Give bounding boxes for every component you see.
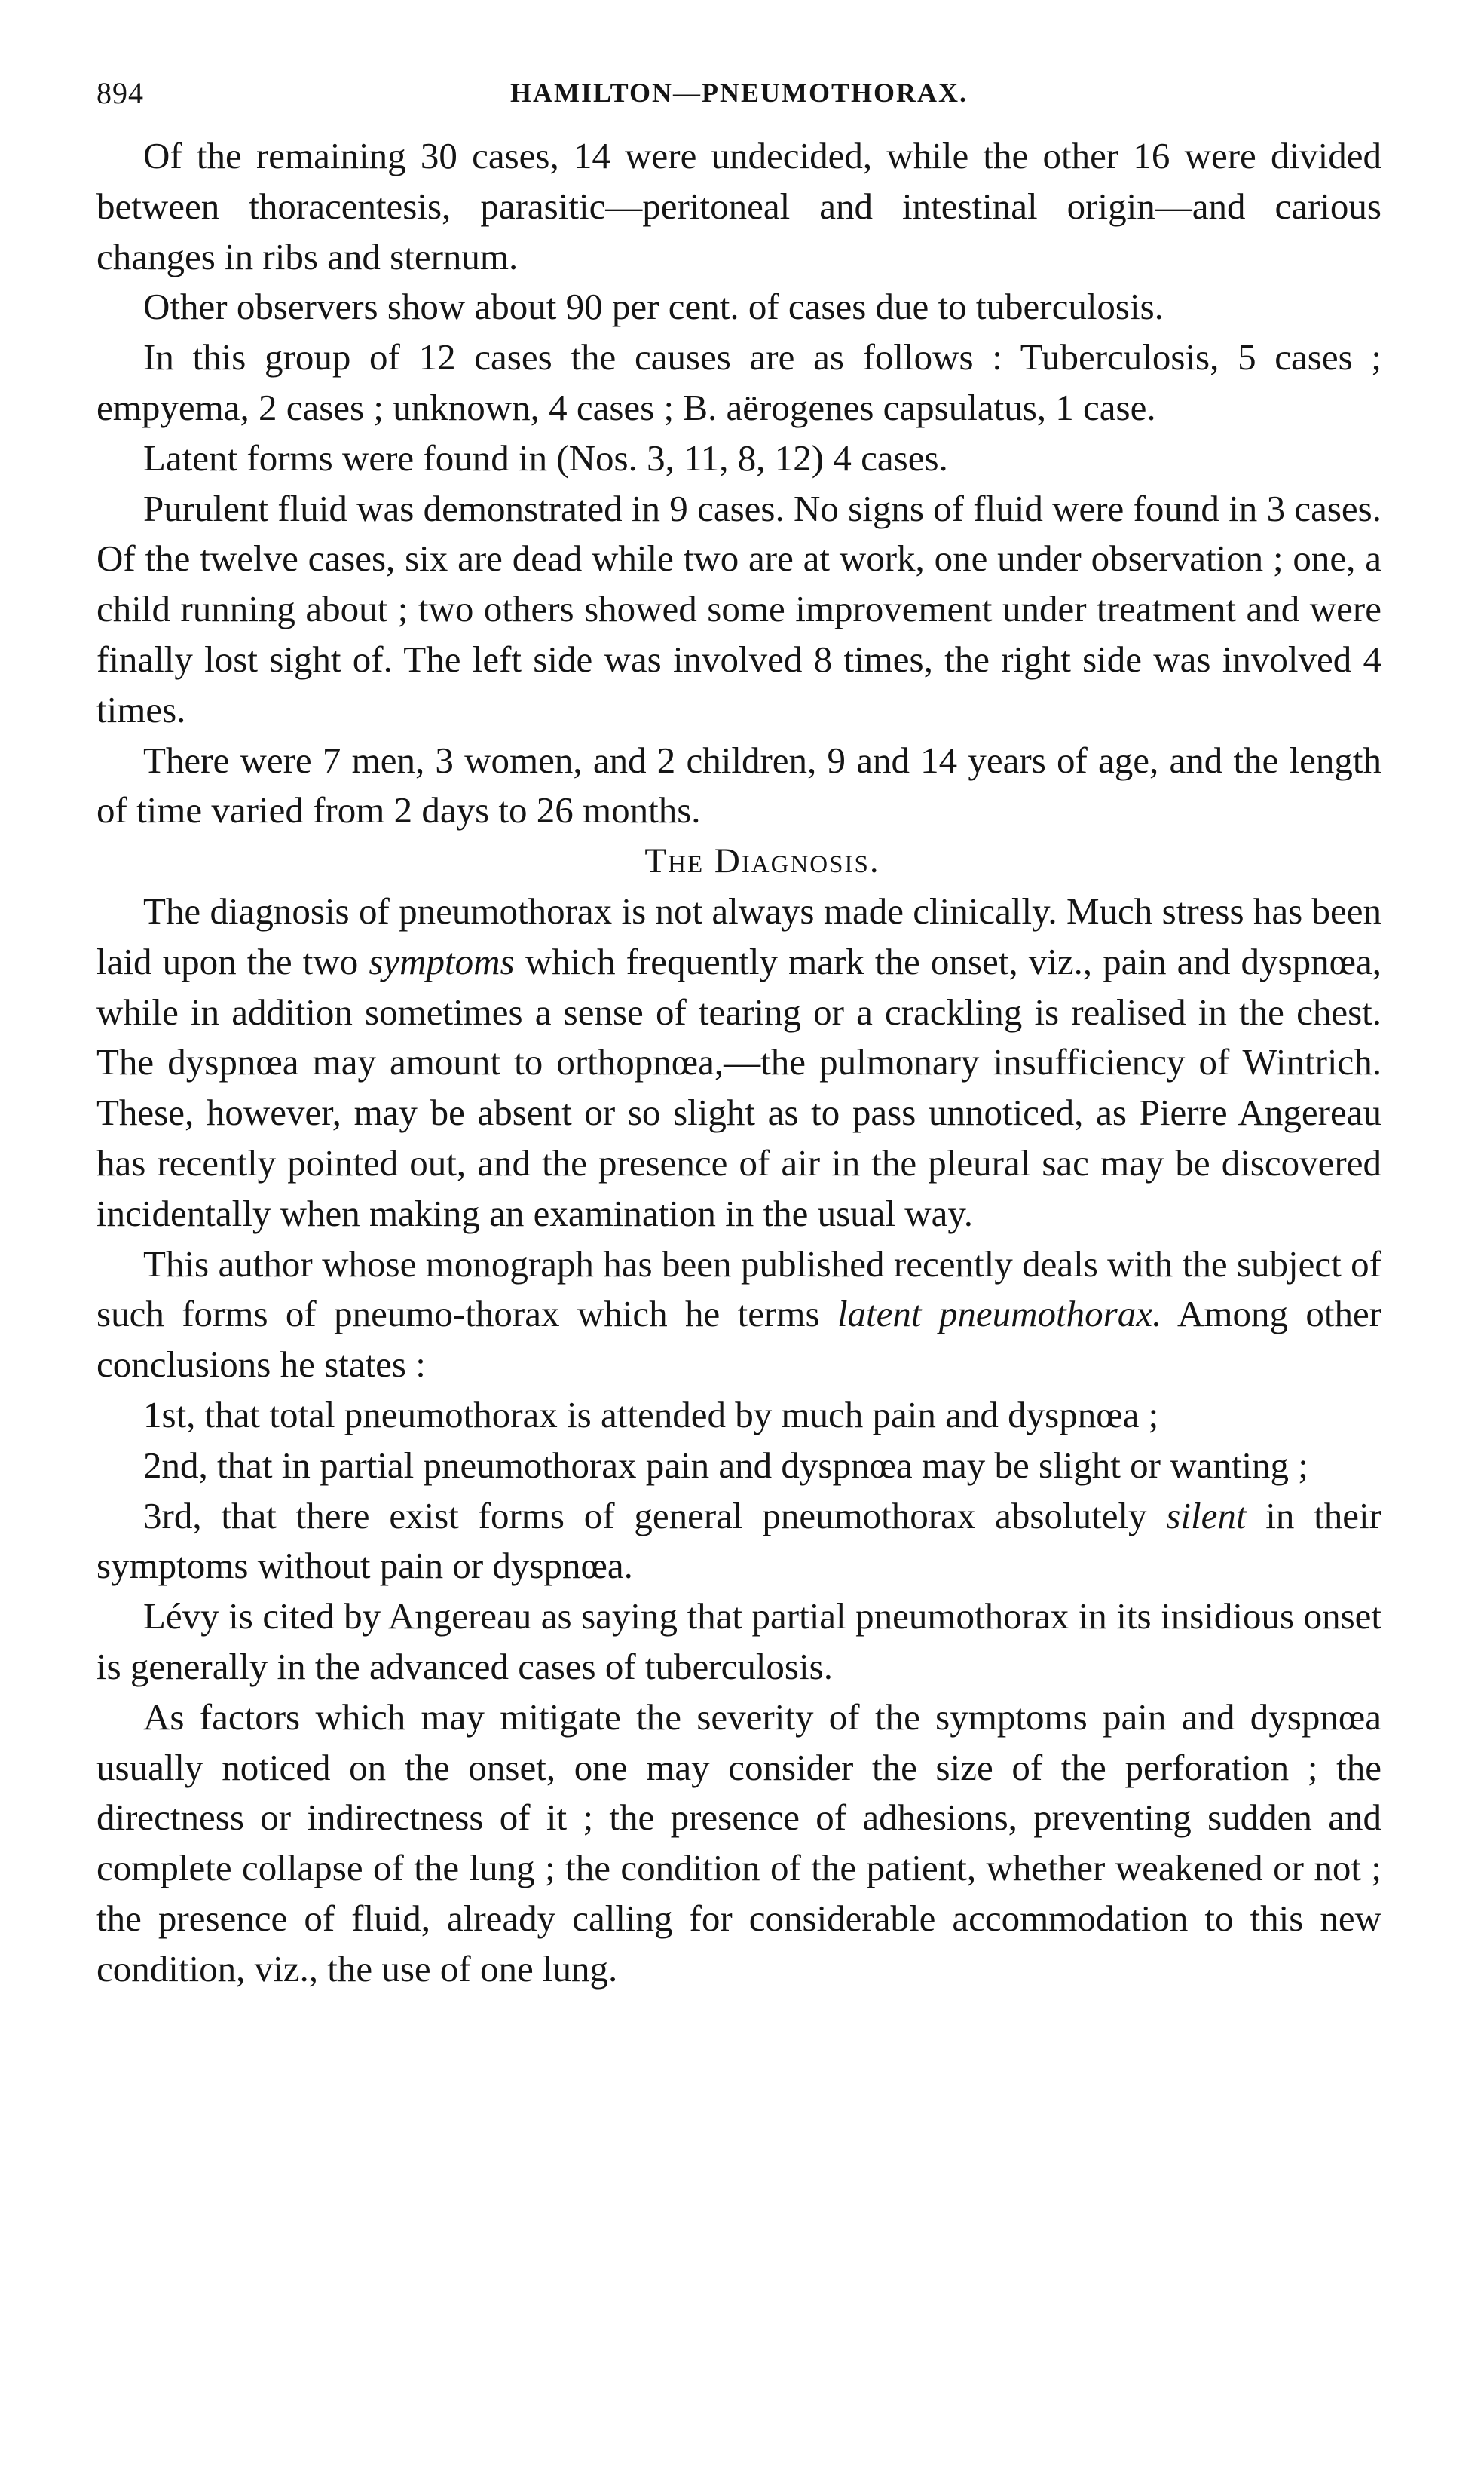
paragraph-remaining-cases: Of the remaining 30 cases, 14 were undecided, while the other 16 were divided between thoracentesis, parasitic—peritoneal and intestinal origin—and carious changes in ribs and sternum. (96, 135, 1381, 277)
paragraph-levy: Lévy is cited by Angereau as saying that partial pneumothorax in its insidious onset is generally in the advanced cases of tuberculosis. (96, 1595, 1381, 1687)
diagnosis-italic-symptoms: symptoms (369, 940, 515, 982)
monograph-italic-latent: latent pneumothorax. (837, 1293, 1162, 1335)
book-page (96, 75, 1381, 1994)
paragraph-conclusion-second: 2nd, that in partial pneumothorax pain and dyspnœa may be slight or wanting ; (143, 1444, 1308, 1486)
paragraph-other-observers: Other observers show about 90 per cent. of cases due to tuberculosis. (143, 286, 1164, 328)
paragraph-monograph (96, 1239, 1381, 1390)
paragraph-conclusion-first: 1st, that total pneumothorax is attended by much pain and dyspnœa ; (143, 1393, 1159, 1435)
diagnosis-text-end: which frequently mark the onset, viz., pain and dyspnœa, while in addition sometimes a sense of tearing or a crackling is realised in the chest. The dyspnœa may amount to orthopnœa,—the pulmonary insufficiency of Wintrich. These, however, may be absent or so slight as to pass unnoticed, as Pierre Angereau has recently pointed out, and the presence of air in the pleural sac may be discovered incidentally when making an examination in the usual way. (96, 940, 1381, 1234)
paragraph-patients: There were 7 men, 3 women, and 2 children, 9 and 14 years of age, and the length of time varied from 2 days to 26 months. (96, 739, 1381, 832)
page-number: 894 (96, 76, 144, 110)
monograph-text-start: This author whose monograph has been published recently deals with the subject of such forms of pneumo-thorax which he terms (96, 1242, 1381, 1335)
paragraph-mitigating-factors: As factors which may mitigate the severity of the symptoms pain and dyspnœa usually noticed on the onset, one may consider the size of the perforation ; the directness or indirectness of it ; the presence of adhesions, preventing sudden and complete collapse of the lung ; the condition of the patient, whether weakened or not ; the presence of fluid, already calling for considerable accommodation to this new condition, viz., the use of one lung. (96, 1695, 1381, 1990)
third-italic-silent: silent (1166, 1494, 1247, 1536)
paragraph-diagnosis (96, 887, 1381, 1239)
body-text (96, 131, 1381, 1994)
section-heading-diagnosis: The Diagnosis. (644, 841, 880, 881)
diagnosis-text-start: The diagnosis of pneumothorax is not always made clinically. Much stress has been laid upon the two (96, 890, 1381, 982)
running-title: HAMILTON—PNEUMOTHORAX. (509, 78, 968, 108)
paragraph-group-causes: In this group of 12 cases the causes are as follows : Tuberculosis, 5 cases ; empyema, 2 cases ; unknown, 4 cases ; B. aërogenes capsulatus, 1 case. (96, 336, 1381, 428)
paragraph-latent-forms: Latent forms were found in (Nos. 3, 11, 8, 12) 4 cases. (143, 437, 948, 479)
third-text-end: in their symptoms without pain or dyspnœa. (96, 1494, 1381, 1587)
paragraph-conclusion-third (96, 1491, 1381, 1592)
paragraph-purulent-fluid: Purulent fluid was demonstrated in 9 cases. No signs of fluid were found in 3 cases. Of the twelve cases, six are dead while two are at work, one under observation ; one, a child running about ; two others showed some improvement under treatment and were finally lost sight of. The left side was involved 8 times, the right side was involved 4 times. (96, 487, 1381, 731)
running-head (96, 75, 1381, 128)
monograph-text-end: Among other conclusions he states : (96, 1293, 1382, 1386)
third-text-start: 3rd, that there exist forms of general pneumothorax absolutely (143, 1494, 1167, 1536)
